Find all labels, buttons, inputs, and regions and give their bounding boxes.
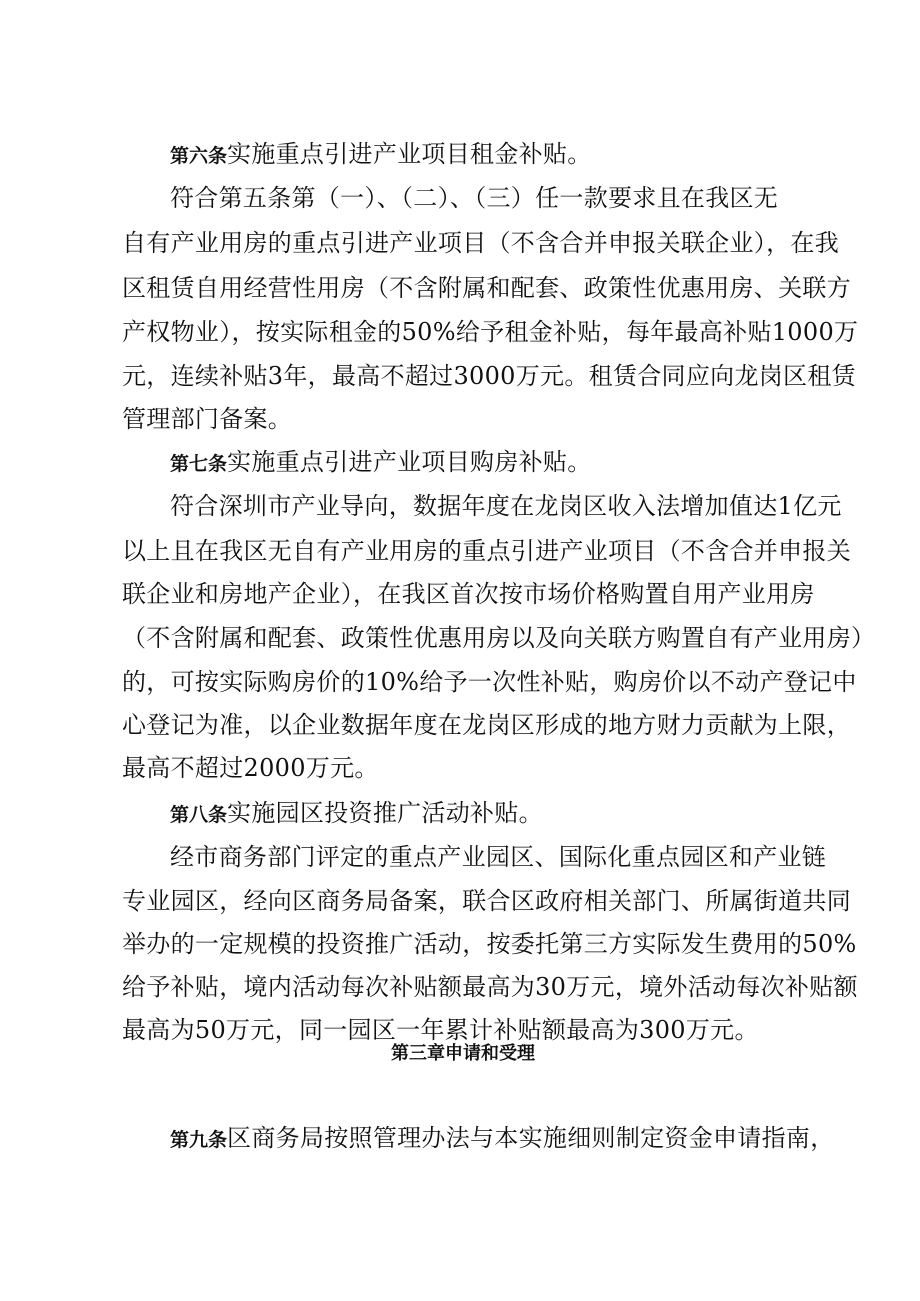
- paragraph-line: 的，可按实际购房价的10%给予一次性补贴，购房价以不动产登记中: [122, 668, 857, 696]
- paragraph-line: 自有产业用房的重点引进产业项目（不含合并申报关联企业），在我: [122, 229, 839, 257]
- article-7-label: 第七条: [170, 453, 228, 475]
- paragraph-line: 最高不超过2000万元。: [122, 754, 379, 782]
- article-9-text: 区商务局按照管理办法与本实施细则制定资金申请指南，: [227, 1124, 835, 1152]
- paragraph-line: 产权物业），按实际租金的50%给予租金补贴，每年最高补贴1000万: [122, 318, 859, 346]
- paragraph-line: 符合第五条第（一）、（二）、（三）任一款要求且在我区无: [170, 184, 779, 212]
- chapter-heading: 第三章申请和受理: [391, 1043, 535, 1064]
- paragraph-line: 经市商务部门评定的重点产业园区、国际化重点园区和产业链: [170, 843, 827, 871]
- paragraph-line: 举办的一定规模的投资推广活动，按委托第三方实际发生费用的50%: [122, 930, 857, 958]
- paragraph-line: 最高为50万元，同一园区一年累计补贴额最高为300万元。: [122, 1016, 759, 1044]
- article-6-label: 第六条: [170, 145, 228, 167]
- article-7-title: 实施重点引进产业项目购房补贴。: [227, 448, 592, 476]
- article-8-title: 实施园区投资推广活动补贴。: [227, 799, 543, 827]
- paragraph-line: （不含附属和配套、政策性优惠用房以及向关联方购置自有产业用房）: [122, 624, 876, 652]
- paragraph-line: 元，连续补贴3年，最高不超过3000万元。租赁合同应向龙岗区租赁: [122, 362, 856, 390]
- article-7-heading: [170, 445, 592, 481]
- article-9-label: 第九条: [170, 1129, 228, 1151]
- paragraph-line: 以上且在我区无自有产业用房的重点引进产业项目（不含合并申报关: [122, 537, 851, 565]
- article-9-heading: [170, 1121, 835, 1157]
- paragraph-line: 区租赁自用经营性用房（不含附属和配套、政策性优惠用房、关联方: [122, 274, 851, 302]
- paragraph-line: 联企业和房地产企业），在我区首次按市场价格购置自用产业用房: [122, 580, 815, 608]
- article-8-label: 第八条: [170, 804, 228, 826]
- paragraph-line: 给予补贴，境内活动每次补贴额最高为30万元，境外活动每次补贴额: [122, 973, 858, 1001]
- article-6-heading: [170, 137, 592, 173]
- paragraph-line: 管理部门备案。: [122, 405, 293, 433]
- article-8-heading: [170, 796, 543, 832]
- paragraph-line: 符合深圳市产业导向，数据年度在龙岗区收入法增加值达1亿元: [170, 492, 842, 520]
- paragraph-line: 心登记为准，以企业数据年度在龙岗区形成的地方财力贡献为上限，: [122, 711, 851, 739]
- article-6-title: 实施重点引进产业项目租金补贴。: [227, 140, 592, 168]
- paragraph-line: 专业园区，经向区商务局备案，联合区政府相关部门、所属街道共同: [122, 887, 851, 915]
